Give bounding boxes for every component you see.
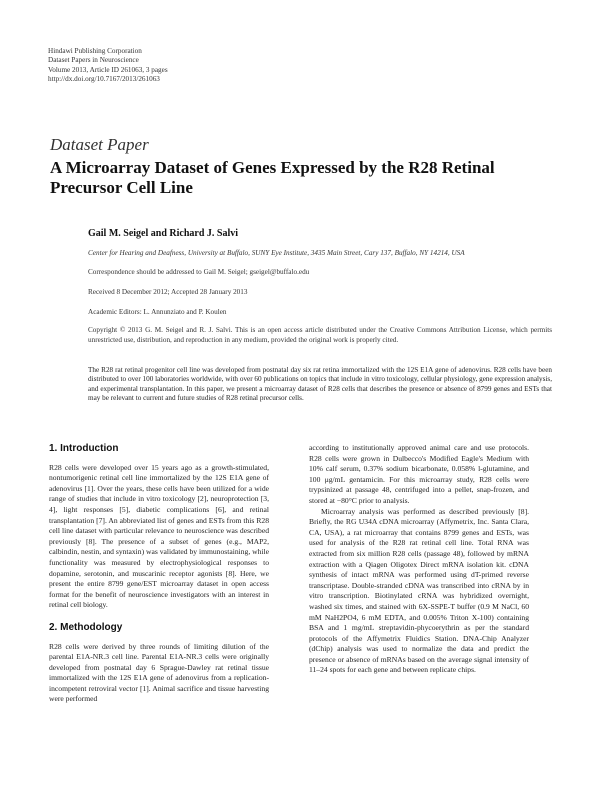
- right-column: [309, 443, 529, 676]
- received-date: Received 8 December 2012; Accepted 28 January 2013: [88, 288, 248, 296]
- journal-header: [48, 47, 168, 85]
- section-heading-introduction: 1. Introduction: [49, 443, 119, 454]
- correspondence: Correspondence should be addressed to Gail M. Seigel; gseigel@buffalo.edu: [88, 268, 310, 276]
- journal-name: Dataset Papers in Neuroscience: [48, 56, 139, 65]
- microarray-analysis-paragraph: Microarray analysis was performed as described previously [8]. Briefly, the RG U34A cDNA microarray (Affymetrix, Inc. Santa Clara, CA, USA), a rat microarray that contains 8799 genes and ESTs, was used for analysis of the R28 rat retinal cell line. Total RNA was extracted from six million R28 cells (passage 48), followed by mRNA extraction with a Qiagen Oligotex Direct mRNA isolation kit. cDNA synthesis of intact mRNA was performed using dT-primed reverse transcriptase. Double-stranded cDNA was transcribed into cRNA by in vitro transcription. Biotinylated cRNA was hybridized overnight, washed six times, and stained with 6X-SSPE-T buffer (0.9 M NaCl, 60 mM NaH2PO4, 6 mM EDTA, and 0.005% Triton X-100) containing BSA and 1 mg/mL streptavidin-phycoerythrin as per the standard protocols of the Affymetrix Fluidics Station. DNA-Chip Analyzer (dChip) analysis was used to normalize the data and predict the presence or absence of mRNAs based on the average signal intensity of 11–24 spots for each gene and between replicate chips.: [309, 506, 529, 675]
- affiliation: Center for Hearing and Deafness, University at Buffalo, SUNY Eye Institute, 3435 Main Street, Cary 137, Buffalo, NY 14214, USA: [88, 249, 465, 257]
- copyright-notice: Copyright © 2013 G. M. Seigel and R. J. Salvi. This is an open access article distributed under the Creative Commons Attribution License, which permits unrestricted use, distribution, and reproduction in any medium, provided the original work is properly cited.: [88, 326, 552, 344]
- section-heading-methodology: 2. Methodology: [49, 621, 123, 633]
- volume-line: Volume 2013, Article ID 261063, 3 pages: [48, 65, 168, 74]
- authors: Gail M. Seigel and Richard J. Salvi: [88, 228, 239, 239]
- paper-title: A Microarray Dataset of Genes Expressed by the R28 Retinal Precursor Cell Line: [50, 158, 495, 197]
- left-column: [49, 440, 269, 705]
- paper-type: Dataset Paper: [50, 135, 149, 154]
- publisher-line: Hindawi Publishing Corporation: [48, 47, 142, 55]
- methodology-paragraph: R28 cells were derived by three rounds of limiting dilution of the parental E1A-NR.3 cell line. Parental E1A-NR.3 cells were originally developed from postnatal day 6 Sprague-Dawley rat retinal tissue immortalized with the 12S E1A gene of adenovirus from a replication-incompetent retroviral vector [1]. Animal sacrifice and tissue harvesting were performed: [49, 641, 269, 704]
- introduction-paragraph: R28 cells were developed over 15 years ago as a growth-stimulated, nontumorigenic retinal cell line immortalized by the 12S E1A gene of adenovirus [1]. Over the years, these cells have been utilized for a wide range of studies that include in vitro toxicology [2], neuroprotection [3, 4], light responses [5], diabetic complications [6], and retinal transplantation [7]. An abbreviated list of genes and ESTs from this R28 cell line dataset with particular relevance to neuroscience was described previously [8]. The presence of a subset of genes (e.g., MAP2, calbindin, nestin, and syntaxin) was validated by immunostaining, while functionality was measured by electrophysiological responses to dopamine, serotonin, and muscarinic receptor agonists [8]. Here, we present the entire 8799 gene/EST microarray dataset in open access format for the benefit of neuroscience investigators with an interest in retinal cell biology.: [49, 462, 269, 610]
- doi-link[interactable]: http://dx.doi.org/10.7167/2013/261063: [48, 75, 160, 84]
- methodology-paragraph-continued: according to institutionally approved animal care and use protocols. R28 cells were grown in Dulbecco's Modified Eagle's Medium with 10% calf serum, 0.37% sodium bicarbonate, 0.058% l-glutamine, and 100 μg/mL gentamicin. For this microarray study, R28 cells were trypsinized at passage 48, centrifuged into a pellet, snap-frozen, and stored at −80°C prior to analysis.: [309, 443, 529, 505]
- academic-editors: Academic Editors: L. Annunziato and P. Koulen: [88, 308, 227, 316]
- abstract: The R28 rat retinal progenitor cell line was developed from postnatal day six rat retina immortalized with the 12S E1A gene of adenovirus. R28 cells have been distributed to over 100 laboratories worldwide, with over 60 publications on topics that include in vitro toxicology, cellular physiology, gene expression analysis, and experimental transplantation. In this paper, we present a microarray dataset of R28 cells that describes the presence or absence of 8799 genes and ESTs that may be relevant to current and future studies of R28 retinal precursor cells.: [88, 366, 552, 402]
